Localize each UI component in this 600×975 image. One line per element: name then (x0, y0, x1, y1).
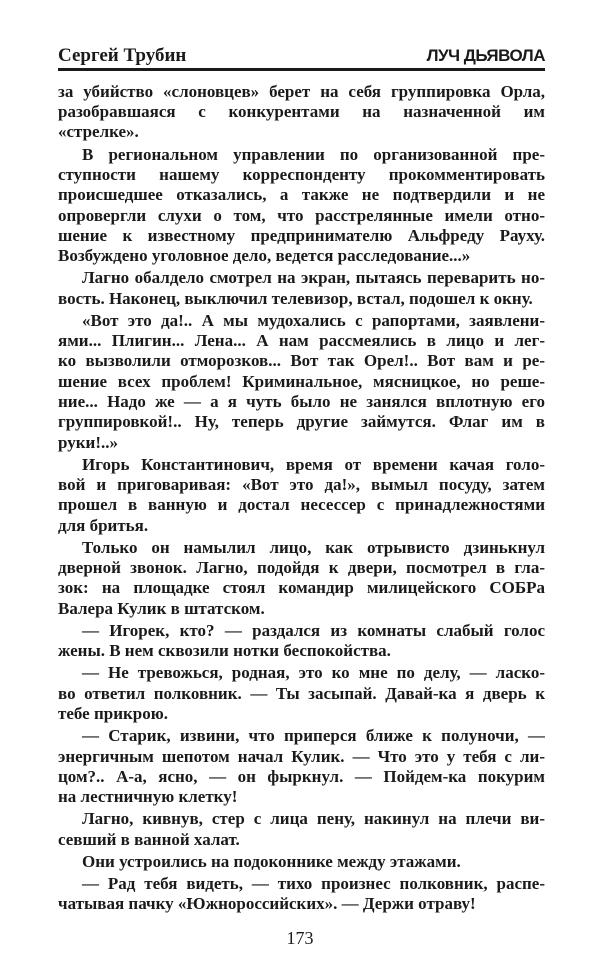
paragraph (58, 874, 545, 915)
running-header (58, 44, 545, 71)
text-line: энергичным шепотом начал Кулик. — Что это у тебя с ли- (58, 746, 545, 766)
paragraph (58, 268, 545, 309)
text-line: разобравшаяся с конкурентами на назначенной им (58, 102, 545, 122)
text-line: В региональном управлении по организованной пре- (82, 144, 545, 164)
text-line: зок: на площадке стоял командир милицейского СОБРа (58, 578, 545, 598)
paragraph (58, 538, 545, 619)
text-line: ями... Плигин... Лена... А нам рассмеялись в лицо и лег- (58, 331, 545, 351)
text-line: вой и приговаривая: «Вот это да!», вымыл посуду, затем (58, 475, 545, 495)
text-line: вость. Наконец, выключил телевизор, встал, подошел к окну. (58, 288, 533, 308)
text-line: руки!..» (58, 432, 118, 452)
text-line: тебе прикрою. (58, 704, 169, 724)
text-line: дверной звонок. Лагно, подойдя к двери, посмотрел в гла- (58, 558, 545, 578)
text-line: Они устроились на подоконнике между этажами. (82, 851, 461, 871)
paragraph (58, 455, 545, 536)
text-line: «стрелке». (58, 122, 139, 142)
text-line: за убийство «слоновцев» берет на себя группировка Орла, (58, 81, 545, 101)
book-title: ЛУЧ ДЬЯВОЛА (426, 46, 545, 65)
text-line: чатывая пачку «Южнороссийских». — Держи отраву! (58, 894, 476, 914)
text-line: севший в ванной халат. (58, 829, 240, 849)
paragraph (58, 311, 545, 453)
text-line: — Игорек, кто? — раздался из комнаты слабый голос (82, 620, 545, 640)
text-line: цом?.. А-а, ясно, — он фыркнул. — Пойдем-ка покурим (58, 766, 545, 786)
text-line: Возбуждено уголовное дело, ведется расследование...» (58, 246, 471, 266)
text-line: Лагно, кивнув, стер с лица пену, накинул на плечи ви- (82, 809, 545, 829)
text-line: — Старик, извини, что приперся ближе к полуночи, — (82, 726, 545, 746)
text-line: Только он намылил лицо, как отрывисто дзинькнул (82, 537, 545, 557)
paragraph (58, 621, 545, 662)
text-line: Валера Кулик в штатском. (58, 598, 265, 618)
text-line: ние... Надо же — а я чуть было не занялся вплотную его (58, 392, 545, 412)
page-number: 173 (286, 928, 314, 948)
text-line: на лестничную клетку! (58, 787, 238, 807)
text-line: ступности нашему корреспонденту прокомментировать (58, 164, 545, 184)
text-line: опровергли слухи о том, что расстрелянные имели отно- (58, 205, 545, 225)
text-line: Лагно обалдело смотрел на экран, пытаясь переварить но- (82, 268, 545, 288)
text-line: — Не тревожься, родная, это ко мне по делу, — ласко- (82, 663, 545, 683)
text-line: шение к известному предпринимателю Альфреду Рауху. (58, 225, 545, 245)
page-body-text (58, 80, 545, 915)
text-line: для бритья. (58, 515, 149, 535)
text-line: шение всех проблем! Криминальное, мясницкое, но реше- (58, 371, 545, 391)
text-line: происшедшее отказались, а также не подтвердили и не (58, 185, 545, 205)
paragraph (58, 809, 545, 850)
text-line: жены. В нем сквозили нотки беспокойства. (58, 641, 391, 661)
author-name: Сергей Трубин (58, 45, 187, 66)
paragraph (58, 145, 545, 267)
paragraph (58, 82, 545, 143)
paragraph (58, 663, 545, 724)
text-line: группировкой!.. Ну, теперь другие займутся. Флаг им в (58, 412, 545, 432)
text-line: Игорь Константинович, время от времени качая голо- (82, 454, 545, 474)
text-line: во ответил полковник. — Ты засыпай. Давай-ка я дверь к (58, 683, 545, 703)
paragraph (58, 726, 545, 807)
text-line: ко вызволили отморозков... Вот так Орел!.. Вот вам и ре- (58, 351, 545, 371)
text-line: «Вот это да!.. А мы мудохались с рапортами, заявлени- (82, 310, 545, 330)
text-line: прошел в ванную и достал несессер с принадлежностями (58, 495, 545, 515)
text-line: — Рад тебя видеть, — тихо произнес полковник, распе- (82, 873, 545, 893)
paragraph (58, 852, 545, 872)
